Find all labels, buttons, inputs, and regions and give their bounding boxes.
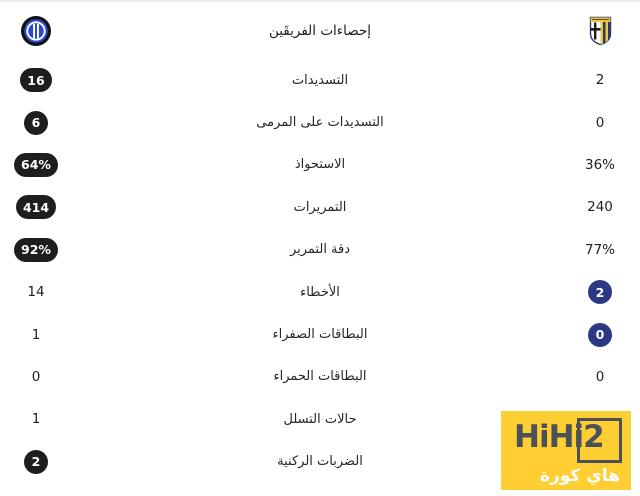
away-stat-value-cell — [568, 115, 632, 131]
stat-row — [0, 186, 640, 228]
stat-value-badge: 2 — [588, 280, 612, 304]
stat-label: التسديدات على المرمى — [256, 115, 384, 131]
stat-row — [0, 229, 640, 271]
stat-row — [0, 101, 640, 143]
home-stat-value-cell — [0, 68, 72, 92]
hihi2-watermark — [501, 411, 631, 490]
stat-row — [0, 144, 640, 186]
stat-label: التمريرات — [293, 199, 347, 215]
stat-row — [0, 271, 640, 313]
watermark-arabic-text: هاي كورة — [539, 465, 620, 486]
away-stat-value-cell — [568, 369, 632, 385]
inter-milan-logo-icon — [0, 16, 72, 46]
stat-label: دقة التمرير — [289, 242, 351, 258]
home-stat-value-cell — [0, 327, 72, 343]
stat-value: 77% — [584, 241, 615, 258]
home-stat-value-cell — [0, 450, 72, 474]
stat-value: 0 — [595, 368, 605, 385]
stat-row — [0, 356, 640, 398]
home-stat-value-cell — [0, 284, 72, 300]
home-stat-value-cell — [0, 411, 72, 427]
stat-value: 240 — [587, 199, 613, 216]
stat-label: حالات التسلل — [283, 411, 357, 427]
away-stat-value-cell — [568, 72, 632, 88]
stat-value-badge: 2 — [24, 450, 48, 474]
stat-row — [0, 59, 640, 101]
stat-value: 14 — [27, 284, 45, 301]
stat-label: الضربات الركنية — [277, 454, 363, 470]
stat-value-badge: 64% — [14, 153, 58, 177]
page-title: إحصاءات الفريقَين — [268, 22, 372, 39]
stat-value: 2 — [595, 72, 605, 89]
header — [0, 2, 640, 59]
away-stat-value-cell — [568, 242, 632, 258]
stat-value: 0 — [31, 368, 41, 385]
stat-label: الأخطاء — [300, 284, 340, 300]
stat-value: 1 — [31, 326, 41, 343]
stat-label: التسديدات — [291, 72, 349, 88]
stat-label: البطاقات الحمراء — [273, 369, 367, 385]
away-stat-value-cell — [568, 323, 632, 347]
away-stat-value-cell — [568, 280, 632, 304]
watermark-brand-text: HiHi2 — [514, 419, 604, 455]
stat-value: 0 — [595, 114, 605, 131]
stat-value: 1 — [31, 411, 41, 428]
home-stat-value-cell — [0, 111, 72, 135]
away-stat-value-cell — [568, 199, 632, 215]
stat-row — [0, 313, 640, 355]
home-stat-value-cell — [0, 153, 72, 177]
stat-value-badge: 6 — [24, 111, 48, 135]
stat-value: 36% — [584, 156, 615, 173]
stat-label: البطاقات الصفراء — [272, 327, 368, 343]
home-stat-value-cell — [0, 369, 72, 385]
home-stat-value-cell — [0, 238, 72, 262]
stat-value-badge: 16 — [20, 68, 51, 92]
home-stat-value-cell — [0, 195, 72, 219]
away-stat-value-cell — [568, 157, 632, 173]
stat-value-badge: 0 — [588, 323, 612, 347]
stat-label: الاستحواذ — [294, 157, 346, 173]
parma-logo-icon — [568, 16, 632, 46]
stat-value-badge: 92% — [14, 238, 58, 262]
stat-value-badge: 414 — [16, 195, 56, 219]
